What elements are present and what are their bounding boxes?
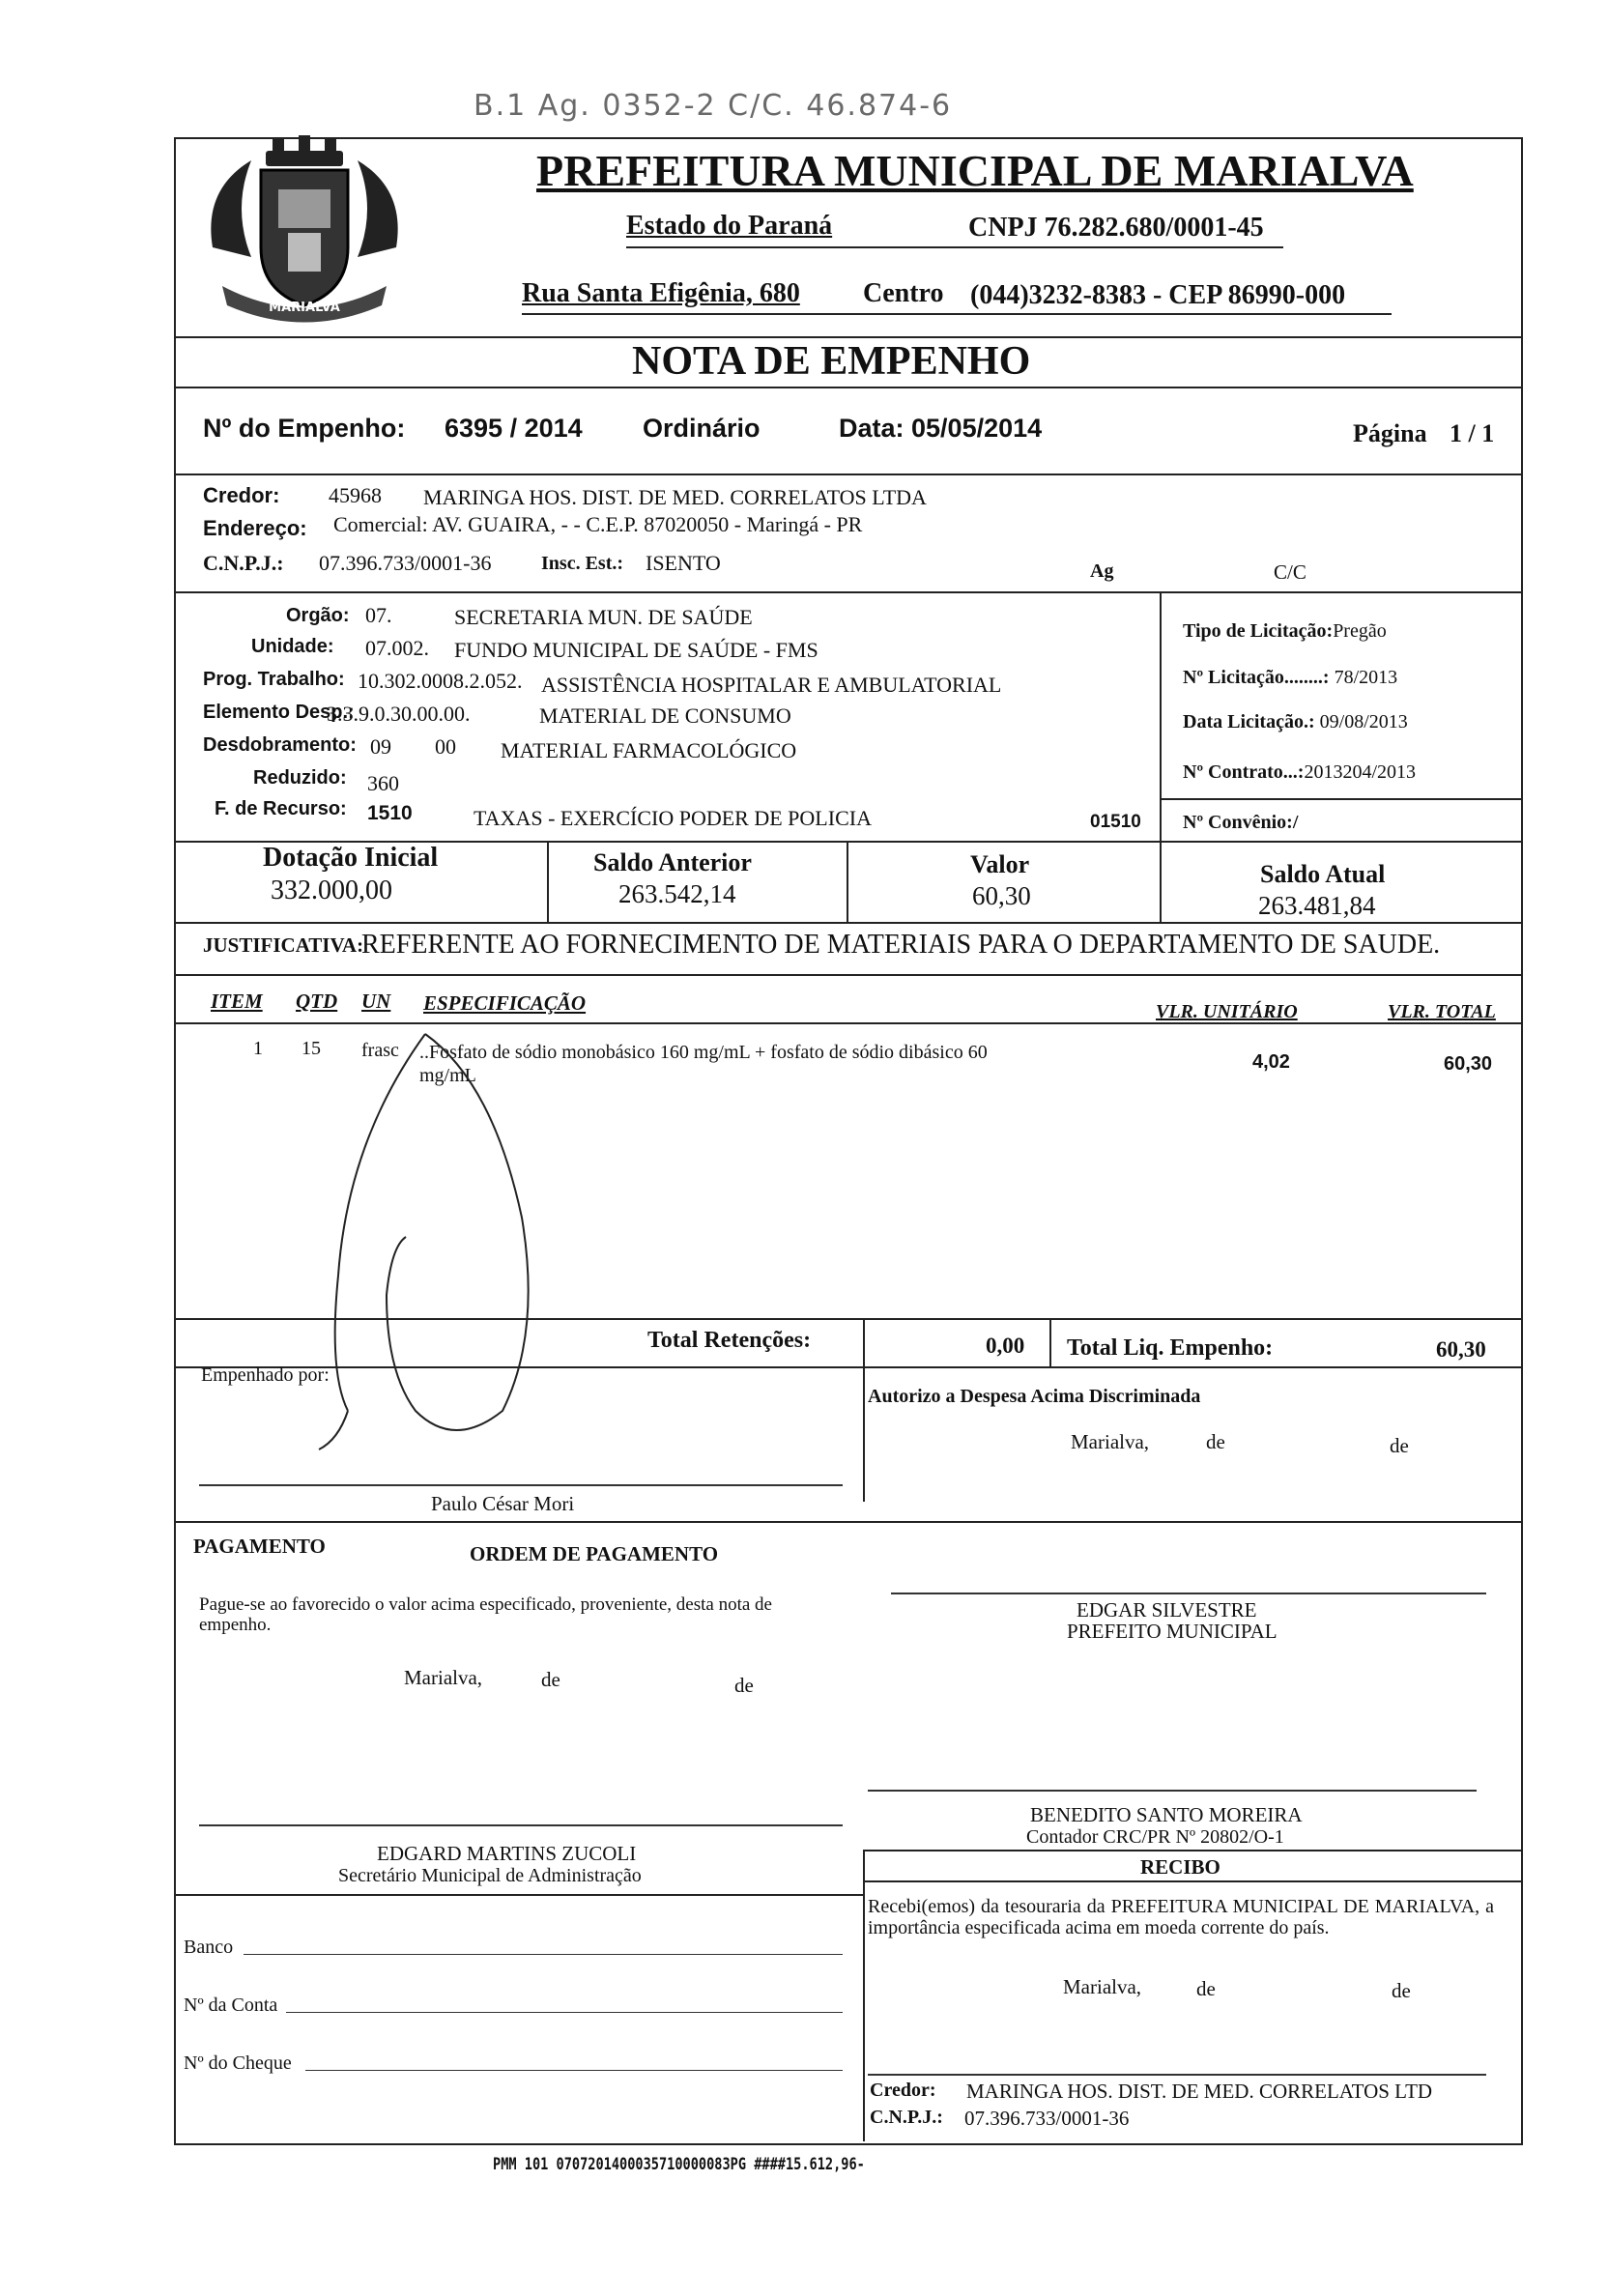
credor-cnpj: 07.396.733/0001-36	[319, 551, 492, 575]
licitacao-data	[1183, 711, 1408, 733]
desdob-name: MATERIAL FARMACOLÓGICO	[501, 738, 797, 762]
divider	[174, 1894, 864, 1896]
orgao-name: SECRETARIA MUN. DE SAÚDE	[454, 605, 753, 629]
desdob-code2: 00	[435, 734, 456, 759]
item-spec-line2: mg/mL	[419, 1065, 476, 1086]
pagamento-de1: de	[541, 1668, 560, 1691]
pagamento-label: PAGAMENTO	[193, 1535, 326, 1558]
page-label: Página	[1353, 419, 1427, 447]
divider	[174, 1366, 1521, 1368]
elemento-label: Elemento Desp.:	[203, 702, 355, 723]
empenhado-name: Paulo César Mori	[431, 1492, 575, 1515]
orgao-label: Orgão:	[286, 605, 350, 626]
recibo-cnpj: 07.396.733/0001-36	[964, 2107, 1130, 2130]
state-label: Estado do Paraná	[626, 211, 833, 241]
unidade-name: FUNDO MUNICIPAL DE SAÚDE - FMS	[454, 638, 818, 662]
divider	[174, 1318, 1521, 1320]
divider	[863, 1318, 865, 1366]
secretario-title: Secretário Municipal de Administração	[338, 1865, 642, 1886]
item-qtd: 15	[302, 1038, 321, 1059]
address-header: Rua Santa Efigênia, 680	[522, 278, 800, 308]
col-header-spec: ESPECIFICAÇÃO	[423, 991, 587, 1015]
page-number: 1 / 1	[1450, 419, 1495, 447]
address-label: Endereço:	[203, 516, 307, 540]
cc-label: C/C	[1274, 560, 1306, 584]
cnpj-label: C.N.P.J.:	[203, 551, 284, 575]
licitacao-contrato	[1183, 761, 1416, 784]
secretario-name: EDGARD MARTINS ZUCOLI	[377, 1842, 637, 1865]
licitacao-tipo-label	[1183, 620, 1387, 643]
item-unit-value: 4,02	[1252, 1051, 1290, 1073]
dotacao-value: 332.000,00	[271, 875, 392, 905]
credor-address: Comercial: AV. GUAIRA, - - C.E.P. 87020050 - Maringá - PR	[333, 512, 863, 536]
licitacao-numero	[1183, 667, 1397, 689]
conta-input-line[interactable]	[286, 2012, 843, 2013]
pagamento-text: Pague-se ao favorecido o valor acima especificado, proveniente, desta nota de empenho.	[199, 1594, 772, 1635]
item-un: frasc	[361, 1040, 399, 1061]
insc-label: Insc. Est.:	[541, 553, 624, 574]
banco-input-line[interactable]	[244, 1954, 843, 1955]
desdob-label: Desdobramento:	[203, 734, 357, 756]
autorizo-text: Autorizo a Despesa Acima Discriminada	[868, 1386, 1201, 1407]
orgao-code: 07.	[365, 603, 392, 627]
divider	[174, 591, 1521, 593]
licitacao-contrato-text: Nº Contrato...:	[1183, 761, 1305, 783]
prefeito-title: PREFEITO MUNICIPAL	[1067, 1620, 1278, 1643]
licitacao-numero-value: 78/2013	[1334, 667, 1398, 688]
phone-cep-header: (044)3232-8383 - CEP 86990-000	[970, 280, 1346, 310]
col-header-un: UN	[361, 990, 391, 1013]
recurso-name: TAXAS - EXERCÍCIO PODER DE POLICIA	[474, 806, 872, 830]
divider	[847, 841, 848, 922]
licitacao-data-text: Data Licitação.:	[1183, 711, 1315, 732]
signature-line	[199, 1484, 843, 1486]
seal-text: MARIALVA	[269, 301, 340, 315]
atual-label: Saldo Atual	[1260, 860, 1386, 888]
empenho-number: 6395 / 2014	[445, 414, 583, 443]
reduzido-value: 360	[367, 771, 399, 795]
bank-stamp: PMM 101 0707201400035710000083PG ####15.612,96-	[493, 2155, 865, 2174]
prog-code: 10.302.0008.2.052.	[358, 669, 523, 693]
empenho-label: Nº do Empenho:	[203, 414, 406, 443]
divider	[863, 1366, 865, 1502]
recibo-cnpj-label: C.N.P.J.:	[870, 2107, 943, 2128]
justificativa-text: REFERENTE AO FORNECIMENTO DE MATERIAIS PARA O DEPARTAMENTO DE SAUDE.	[361, 930, 1441, 960]
unidade-code: 07.002.	[365, 636, 429, 660]
credor-label: Credor:	[203, 483, 280, 507]
divider	[174, 387, 1521, 388]
empenho-type: Ordinário	[643, 414, 761, 443]
cheque-label: Nº do Cheque	[184, 2052, 292, 2074]
divider	[174, 1521, 1521, 1523]
secretario-signature-line	[199, 1824, 843, 1826]
municipal-seal-logo	[193, 131, 416, 334]
divider	[1049, 1318, 1051, 1366]
recibo-de1: de	[1196, 1977, 1216, 2000]
recibo-credor-name: MARINGA HOS. DIST. DE MED. CORRELATOS LTD	[966, 2080, 1433, 2103]
prog-label: Prog. Trabalho:	[203, 669, 345, 690]
insc-value: ISENTO	[646, 551, 721, 575]
prefeito-signature-line	[891, 1593, 1486, 1594]
licitacao-data-value: 09/08/2013	[1319, 711, 1408, 732]
pagamento-de2: de	[734, 1674, 754, 1697]
valor-value: 60,30	[972, 881, 1031, 910]
justificativa-label: JUSTIFICATIVA:	[203, 933, 364, 957]
licitacao-convenio: Nº Convênio:/	[1183, 812, 1299, 833]
licitacao-tipo-value: Pregão	[1333, 620, 1387, 642]
licitacao-tipo-text: Tipo de Licitação:	[1183, 620, 1334, 642]
desdob-code1: 09	[370, 734, 391, 759]
autorizo-de2: de	[1390, 1434, 1409, 1457]
page-title: PREFEITURA MUNICIPAL DE MARIALVA	[536, 146, 1414, 195]
cheque-input-line[interactable]	[305, 2070, 843, 2071]
item-total: 60,30	[1444, 1053, 1493, 1075]
conta-label: Nº da Conta	[184, 1995, 278, 2016]
contador-name: BENEDITO SANTO MOREIRA	[1030, 1803, 1303, 1826]
recurso-code: 1510	[367, 802, 413, 824]
divider	[863, 1880, 1521, 1882]
col-header-qtd: QTD	[296, 990, 338, 1013]
cnpj-header: CNPJ 76.282.680/0001-45	[968, 213, 1264, 243]
empenhado-label: Empenhado por:	[201, 1364, 330, 1386]
autorizo-de1: de	[1206, 1430, 1225, 1453]
recibo-de2: de	[1392, 1979, 1411, 2002]
header-underline-1	[626, 246, 1283, 248]
valor-label: Valor	[970, 850, 1030, 878]
unidade-label: Unidade:	[251, 636, 334, 657]
prog-name: ASSISTÊNCIA HOSPITALAR E AMBULATORIAL	[541, 673, 1002, 697]
contador-title: Contador CRC/PR Nº 20802/O-1	[1026, 1826, 1284, 1848]
divider	[174, 974, 1521, 976]
divider	[1160, 591, 1162, 841]
recibo-title: RECIBO	[1140, 1855, 1220, 1879]
ag-label: Ag	[1090, 560, 1114, 582]
reduzido-label: Reduzido:	[253, 767, 347, 789]
divider	[1160, 841, 1162, 922]
credor-code: 45968	[329, 483, 382, 507]
elemento-name: MATERIAL DE CONSUMO	[539, 703, 791, 728]
handwritten-note: B.1 Ag. 0352-2 C/C. 46.874-6	[474, 89, 953, 123]
recibo-signature-line	[868, 2074, 1486, 2076]
district-header: Centro	[863, 278, 944, 308]
banco-label: Banco	[184, 1937, 234, 1958]
liq-value: 60,30	[1436, 1337, 1486, 1362]
recibo-text: Recebi(emos) da tesouraria da PREFEITURA MUNICIPAL DE MARIALVA, a importância especificada acima em moeda corrente do país.	[868, 1896, 1494, 1938]
retencoes-value: 0,00	[986, 1334, 1025, 1358]
col-header-unit-value: VLR. UNITÁRIO	[1156, 1001, 1298, 1022]
recurso-label: F. de Recurso:	[215, 798, 347, 819]
contador-signature-line	[868, 1790, 1477, 1792]
item-spec: ..Fosfato de sódio monobásico 160 mg/mL + fosfato de sódio dibásico 60	[419, 1042, 988, 1063]
divider	[547, 841, 549, 922]
col-header-item: ITEM	[211, 990, 263, 1013]
atual-value: 263.481,84	[1258, 891, 1376, 920]
recibo-credor-label: Credor:	[870, 2080, 936, 2101]
divider	[174, 474, 1521, 475]
anterior-value: 263.542,14	[618, 879, 736, 908]
dotacao-label: Dotação Inicial	[263, 843, 439, 873]
credor-name: MARINGA HOS. DIST. DE MED. CORRELATOS LTDA	[423, 485, 927, 509]
liq-label: Total Liq. Empenho:	[1067, 1335, 1274, 1361]
empenho-date: Data: 05/05/2014	[839, 414, 1043, 443]
header-underline-2	[522, 313, 1392, 315]
elemento-code: 3.3.9.0.30.00.00.	[327, 702, 471, 726]
divider	[1160, 798, 1521, 800]
divider	[863, 1850, 1521, 1851]
doc-title: NOTA DE EMPENHO	[632, 339, 1031, 384]
retencoes-label: Total Retenções:	[647, 1328, 812, 1353]
divider	[174, 922, 1521, 924]
divider	[863, 1850, 865, 2141]
item-number: 1	[253, 1038, 263, 1059]
handwritten-signature	[309, 1024, 618, 1469]
ordem-pagamento-title: ORDEM DE PAGAMENTO	[470, 1542, 719, 1565]
recurso-code2: 01510	[1090, 812, 1141, 832]
recibo-marialva: Marialva,	[1063, 1975, 1142, 1998]
licitacao-numero-text: Nº Licitação........:	[1183, 667, 1330, 688]
col-header-total: VLR. TOTAL	[1388, 1001, 1496, 1022]
licitacao-contrato-value: 2013204/2013	[1304, 761, 1417, 783]
anterior-label: Saldo Anterior	[593, 848, 752, 876]
autorizo-marialva: Marialva,	[1071, 1430, 1150, 1453]
prefeito-name: EDGAR SILVESTRE	[1077, 1598, 1257, 1622]
pagamento-marialva: Marialva,	[404, 1666, 483, 1689]
